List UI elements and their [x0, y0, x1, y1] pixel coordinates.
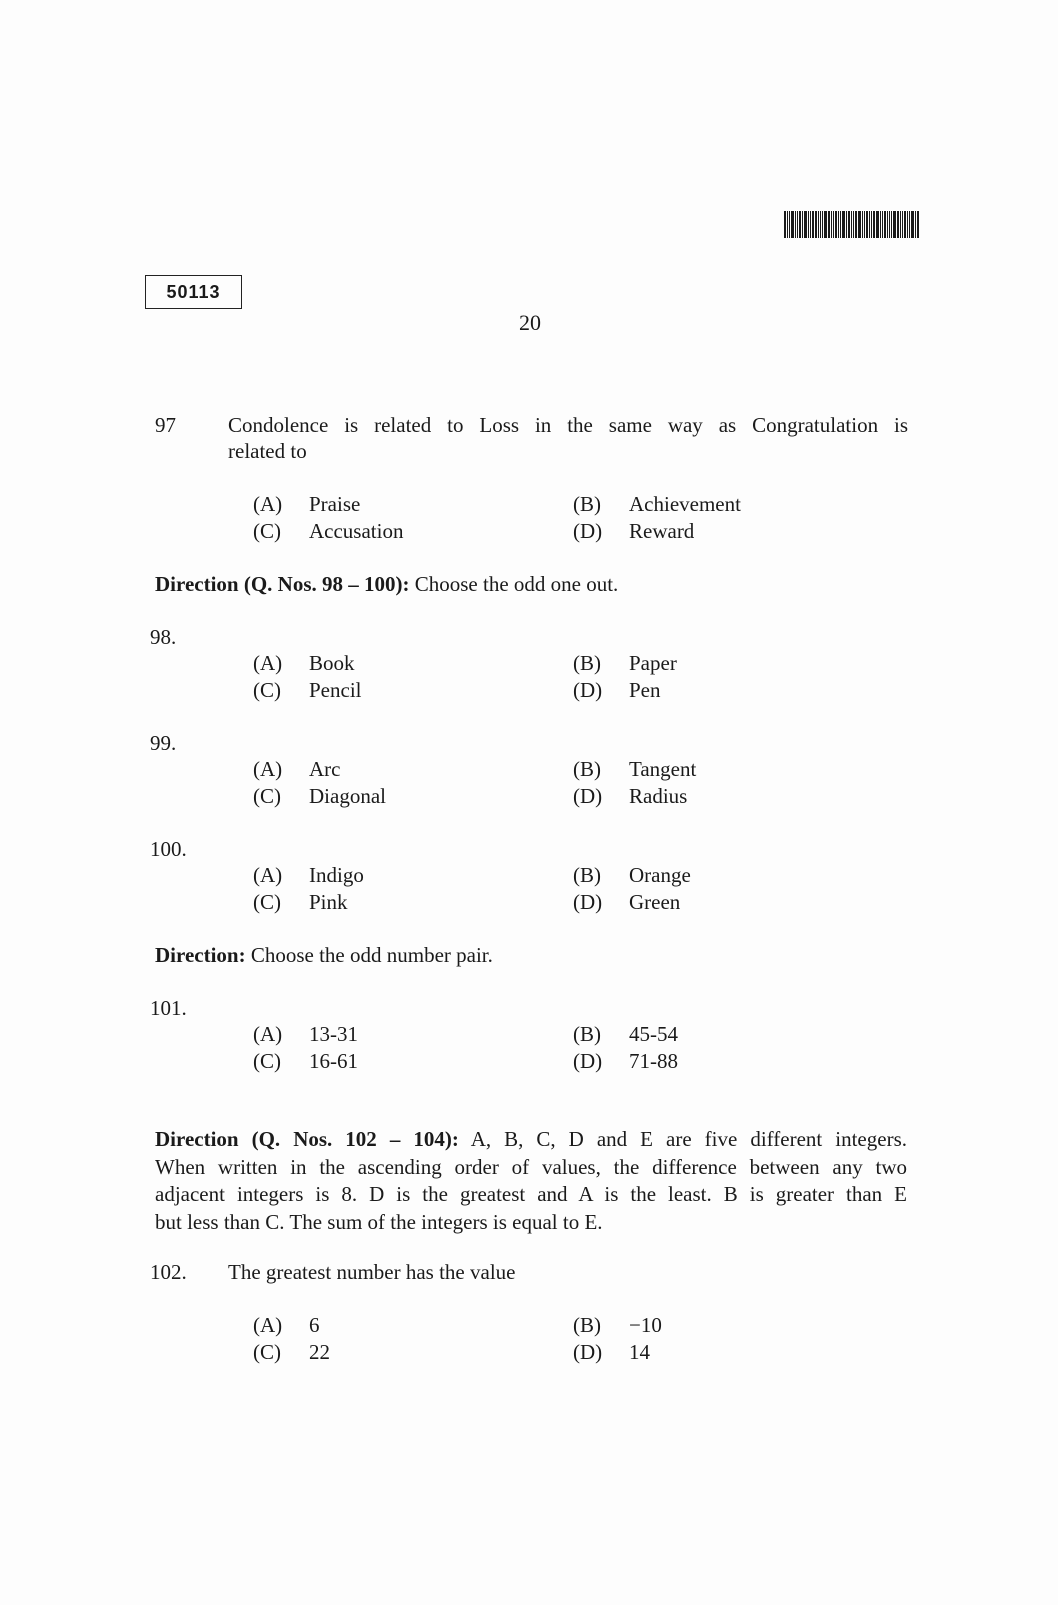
option-99-a: [253, 756, 340, 782]
barcode-bar: [833, 211, 834, 238]
option-text: Tangent: [629, 757, 697, 781]
option-label: (D): [573, 890, 603, 914]
option-label: (A): [253, 492, 283, 516]
option-text: 14: [629, 1340, 650, 1364]
option-99-b: [573, 756, 696, 782]
question-stem-97: [228, 412, 908, 464]
barcode-bar: [876, 211, 879, 238]
option-100-c: [253, 889, 348, 915]
barcode-bar: [835, 211, 837, 238]
option-102-b: [573, 1312, 662, 1338]
option-text: Pencil: [309, 678, 362, 702]
option-text: Book: [309, 651, 355, 675]
barcode-bar: [789, 211, 790, 238]
option-99-c: [253, 783, 386, 809]
barcode-bar: [887, 211, 888, 238]
barcode-bar: [787, 211, 788, 238]
direction-line-4: but less than C. The sum of the integers is equal to E.: [155, 1209, 603, 1234]
barcode-bar: [824, 211, 827, 238]
question-number-98: 98.: [150, 625, 177, 649]
option-text: Pen: [629, 678, 661, 702]
option-label: (A): [253, 863, 283, 887]
option-text: Pink: [309, 890, 348, 914]
barcode-bar: [855, 211, 857, 238]
barcode-bar: [842, 211, 845, 238]
barcode-bar: [812, 211, 814, 238]
barcode-bar: [904, 211, 906, 238]
option-101-d: [573, 1048, 678, 1074]
option-text: Radius: [629, 784, 688, 808]
option-102-a: [253, 1312, 320, 1338]
option-label: (A): [253, 1022, 283, 1046]
option-102-c: [253, 1339, 330, 1365]
direction-line-1: [155, 1126, 907, 1154]
barcode-bar: [884, 211, 886, 238]
barcode-bar: [831, 211, 832, 238]
option-text: 45-54: [629, 1022, 678, 1046]
barcode-bar: [902, 211, 903, 238]
direction-line-3: adjacent integers is 8. D is the greatest and A is the least. B is greater than E: [155, 1182, 907, 1206]
barcode-bar: [893, 211, 896, 238]
option-text: −10: [629, 1313, 662, 1337]
barcode-bar: [840, 211, 841, 238]
barcode-bar: [851, 211, 852, 238]
barcode-bar: [808, 211, 809, 238]
barcode-bar: [797, 211, 798, 238]
option-label: (C): [253, 519, 281, 543]
option-label: (B): [573, 757, 601, 781]
barcode-bar: [795, 211, 796, 238]
option-label: (D): [573, 1049, 603, 1073]
question-number-99: 99.: [150, 731, 177, 755]
option-text: 16-61: [309, 1049, 358, 1073]
option-label: (C): [253, 890, 281, 914]
question-stem-97-line1: Condolence is related to Loss in the same way as Congratulation is: [228, 413, 908, 437]
barcode-bar: [848, 211, 850, 238]
option-label: (B): [573, 1022, 601, 1046]
barcode-bar: [915, 211, 916, 238]
barcode-bar: [882, 211, 883, 238]
barcode-bar: [869, 211, 870, 238]
option-text: 71-88: [629, 1049, 678, 1073]
option-100-a: [253, 862, 364, 888]
barcode-bar: [911, 211, 914, 238]
direction-98-100: [155, 571, 618, 597]
direction-heading: Direction (Q. Nos. 98 – 100):: [155, 572, 410, 596]
direction-odd-number-pair: [155, 942, 493, 968]
option-97-c: [253, 518, 403, 544]
question-stem-97-line2: related to: [228, 439, 307, 463]
option-text: Arc: [309, 757, 341, 781]
option-98-c: [253, 677, 362, 703]
option-label: (C): [253, 678, 281, 702]
question-number-101: 101.: [150, 996, 187, 1020]
barcode-bar: [897, 211, 899, 238]
question-number-100: 100.: [150, 837, 187, 861]
option-97-d: [573, 518, 694, 544]
option-text: Diagonal: [309, 784, 386, 808]
barcode-bar: [880, 211, 881, 238]
option-label: (D): [573, 519, 603, 543]
barcode-bar: [820, 211, 821, 238]
option-text: Orange: [629, 863, 691, 887]
option-98-b: [573, 650, 677, 676]
direction-102-104: [155, 1126, 907, 1236]
option-text: Reward: [629, 519, 695, 543]
barcode-bar: [871, 211, 872, 238]
option-100-b: [573, 862, 691, 888]
direction-text: Choose the odd one out.: [414, 572, 619, 596]
barcode-bar: [784, 211, 786, 238]
option-text: 13-31: [309, 1022, 358, 1046]
barcode-bar: [889, 211, 890, 238]
question-stem-102: The greatest number has the value: [228, 1260, 516, 1284]
barcode-bar: [862, 211, 863, 238]
option-text: Indigo: [309, 863, 364, 887]
option-100-d: [573, 889, 680, 915]
option-text: Praise: [309, 492, 361, 516]
barcode-bar: [791, 211, 794, 238]
barcode-bar: [873, 211, 875, 238]
barcode-bar: [909, 211, 910, 238]
option-text: Achievement: [629, 492, 741, 516]
option-label: (B): [573, 651, 601, 675]
barcode-bar: [917, 211, 919, 238]
barcode-bar: [864, 211, 865, 238]
barcode-bar: [891, 211, 892, 238]
direction-heading: Direction (Q. Nos. 102 – 104):: [155, 1127, 459, 1151]
direction-text: A, B, C, D and E are five different integers.: [470, 1127, 907, 1151]
barcode-bar: [866, 211, 868, 238]
barcode-bar: [804, 211, 807, 238]
option-text: 6: [309, 1313, 320, 1337]
option-label: (A): [253, 757, 283, 781]
option-101-c: [253, 1048, 358, 1074]
option-99-d: [573, 783, 687, 809]
option-101-b: [573, 1021, 678, 1047]
barcode-bar: [828, 211, 830, 238]
option-label: (D): [573, 678, 603, 702]
option-label: (B): [573, 863, 601, 887]
barcode-bar: [799, 211, 801, 238]
option-text: Paper: [629, 651, 677, 675]
option-text: Accusation: [309, 519, 404, 543]
option-label: (B): [573, 492, 601, 516]
option-label: (A): [253, 651, 283, 675]
option-97-b: [573, 491, 741, 517]
question-number-102: 102.: [150, 1260, 187, 1284]
barcode-bar: [853, 211, 854, 238]
barcode-bar: [810, 211, 811, 238]
option-98-a: [253, 650, 355, 676]
barcode-bar: [858, 211, 861, 238]
option-label: (D): [573, 784, 603, 808]
barcode: [784, 211, 926, 238]
barcode-bar: [900, 211, 901, 238]
barcode-bar: [802, 211, 803, 238]
barcode-bar: [846, 211, 847, 238]
barcode-bar: [822, 211, 823, 238]
paper-code-box: 50113: [145, 275, 242, 309]
option-label: (A): [253, 1313, 283, 1337]
option-text: 22: [309, 1340, 330, 1364]
barcode-bar: [818, 211, 819, 238]
option-label: (D): [573, 1340, 603, 1364]
option-label: (C): [253, 1049, 281, 1073]
barcode-bar: [838, 211, 839, 238]
barcode-bar: [815, 211, 817, 238]
option-label: (C): [253, 1340, 281, 1364]
option-97-a: [253, 491, 360, 517]
option-98-d: [573, 677, 661, 703]
barcode-bar: [907, 211, 908, 238]
direction-line-2: When written in the ascending order of values, the difference between any two: [155, 1154, 907, 1179]
option-text: Green: [629, 890, 681, 914]
page-number: 20: [519, 310, 541, 335]
question-number-97: 97: [155, 413, 176, 437]
option-label: (B): [573, 1313, 601, 1337]
direction-text: Choose the odd number pair.: [250, 943, 493, 967]
option-102-d: [573, 1339, 650, 1365]
direction-heading: Direction:: [155, 943, 246, 967]
option-label: (C): [253, 784, 281, 808]
option-101-a: [253, 1021, 358, 1047]
